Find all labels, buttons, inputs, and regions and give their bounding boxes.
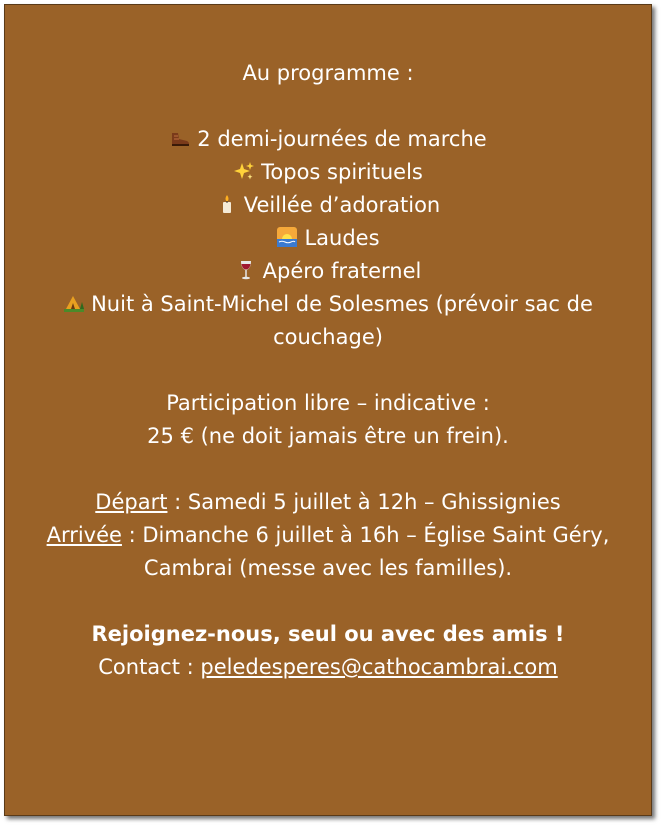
departure-text: : Samedi 5 juillet à 12h – Ghissignies — [167, 490, 561, 514]
participation-line1: Participation libre – indicative : — [166, 391, 490, 415]
flyer-card — [4, 4, 652, 816]
arrival-line — [5, 519, 651, 585]
candle-icon — [216, 193, 238, 215]
sunrise-icon — [276, 226, 298, 248]
program-item-label: 2 demi-journées de marche — [197, 127, 487, 151]
wine-glass-icon — [235, 259, 257, 281]
program-item-apero — [5, 255, 651, 288]
program-item-label: Topos spirituels — [261, 160, 423, 184]
program-item-walk — [5, 123, 651, 156]
contact-line — [5, 651, 651, 684]
camping-icon — [63, 292, 85, 314]
program-item-label: Veillée d’adoration — [243, 193, 441, 217]
departure-label: Départ — [95, 490, 168, 514]
program-item-adoration — [5, 189, 651, 222]
contact-label: Contact : — [98, 655, 201, 679]
arrival-label: Arrivée — [46, 523, 122, 547]
hiking-boot-icon — [169, 127, 191, 149]
program-item-label: Apéro fraternel — [262, 259, 422, 283]
program-intro: Au programme : — [242, 61, 414, 85]
arrival-text: : Dimanche 6 juillet à 16h – Église Saint Géry, Cambrai (messe avec les familles). — [121, 523, 610, 580]
invite-line: Rejoignez-nous, seul ou avec des amis ! — [91, 622, 565, 646]
sparkles-icon — [233, 160, 255, 182]
program-item-night — [5, 288, 651, 354]
program-item-laudes — [5, 222, 651, 255]
participation-line2: 25 € (ne doit jamais être un frein). — [147, 424, 509, 448]
departure-line — [5, 486, 651, 519]
program-item-label: Nuit à Saint-Michel de Solesmes (prévoir sac de couchage) — [91, 292, 593, 349]
program-item-label: Laudes — [304, 226, 380, 250]
contact-email-link[interactable]: peledesperes@cathocambrai.com — [200, 655, 558, 679]
program-item-topos — [5, 156, 651, 189]
